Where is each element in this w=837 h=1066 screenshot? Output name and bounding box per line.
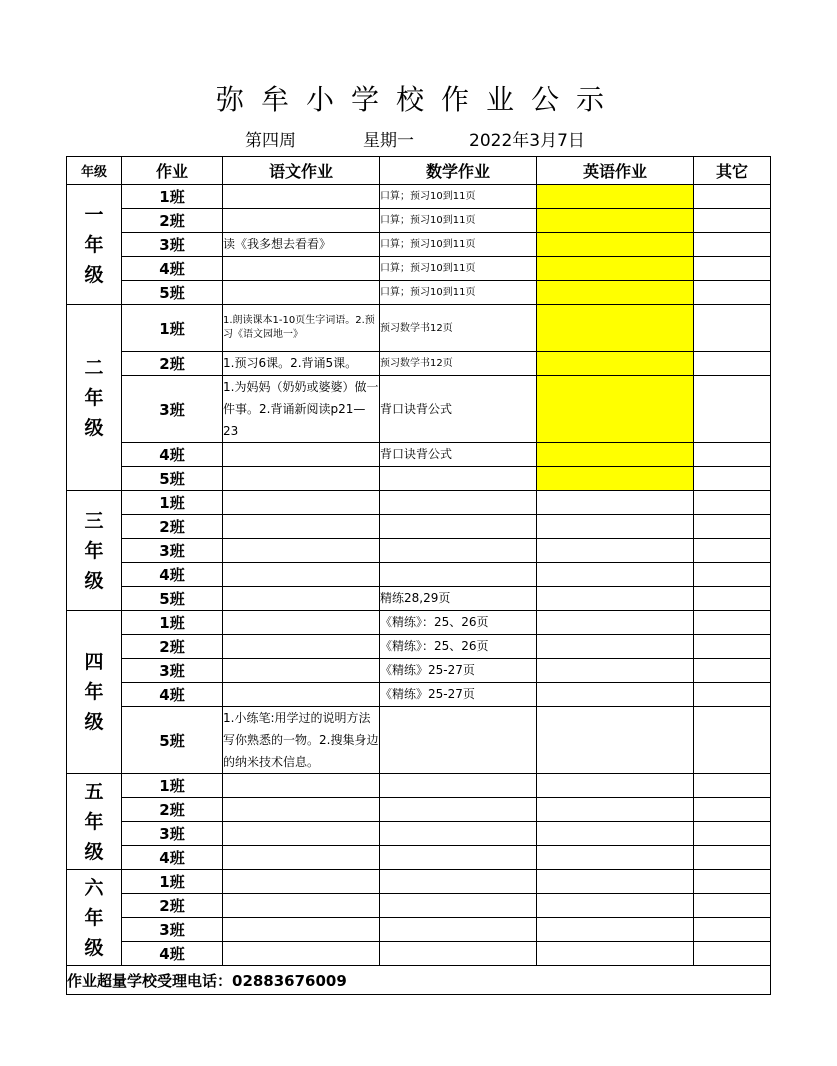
homework-table [66, 156, 771, 995]
header-grade: 年级 [67, 157, 122, 185]
table-row [67, 587, 771, 611]
table-row [67, 774, 771, 798]
english-cell [537, 707, 694, 774]
grade-label: 三 年 级 [67, 491, 122, 611]
header-english: 英语作业 [537, 157, 694, 185]
english-cell [537, 635, 694, 659]
header-math: 数学作业 [380, 157, 537, 185]
math-cell [380, 918, 537, 942]
chinese-cell: 读《我多想去看看》 [223, 233, 380, 257]
class-cell: 3班 [122, 233, 223, 257]
class-cell: 3班 [122, 539, 223, 563]
english-cell [537, 376, 694, 443]
other-cell [694, 707, 771, 774]
grade-label: 二 年 级 [67, 305, 122, 491]
chinese-cell [223, 918, 380, 942]
math-cell [380, 467, 537, 491]
english-cell [537, 491, 694, 515]
class-cell: 2班 [122, 209, 223, 233]
chinese-cell [223, 443, 380, 467]
chinese-cell [223, 798, 380, 822]
english-cell [537, 185, 694, 209]
class-cell: 1班 [122, 491, 223, 515]
other-cell [694, 281, 771, 305]
table-row [67, 870, 771, 894]
grade-label: 六 年 级 [67, 870, 122, 966]
table-row [67, 798, 771, 822]
other-cell [694, 539, 771, 563]
class-cell: 4班 [122, 257, 223, 281]
table-row [67, 233, 771, 257]
class-cell: 2班 [122, 635, 223, 659]
english-cell [537, 846, 694, 870]
other-cell [694, 611, 771, 635]
english-cell [537, 515, 694, 539]
chinese-cell [223, 846, 380, 870]
chinese-cell [223, 209, 380, 233]
class-cell: 1班 [122, 611, 223, 635]
header-other: 其它 [694, 157, 771, 185]
chinese-cell [223, 635, 380, 659]
math-cell [380, 822, 537, 846]
table-row [67, 659, 771, 683]
other-cell [694, 467, 771, 491]
english-cell [537, 798, 694, 822]
table-row [67, 822, 771, 846]
chinese-cell [223, 659, 380, 683]
date-label: 2022年3月7日 [469, 131, 585, 151]
table-row [67, 563, 771, 587]
chinese-cell [223, 185, 380, 209]
grade-label: 四 年 级 [67, 611, 122, 774]
class-cell: 2班 [122, 798, 223, 822]
math-cell: 预习数学书12页 [380, 305, 537, 352]
math-cell: 《精练》：25、26页 [380, 611, 537, 635]
other-cell [694, 659, 771, 683]
english-cell [537, 659, 694, 683]
english-cell [537, 209, 694, 233]
math-cell [380, 894, 537, 918]
class-cell: 5班 [122, 587, 223, 611]
chinese-cell [223, 822, 380, 846]
class-cell: 4班 [122, 443, 223, 467]
class-cell: 2班 [122, 894, 223, 918]
math-cell: 《精练》：25、26页 [380, 635, 537, 659]
header-row [67, 157, 771, 185]
english-cell [537, 352, 694, 376]
english-cell [537, 467, 694, 491]
other-cell [694, 209, 771, 233]
class-cell: 5班 [122, 467, 223, 491]
english-cell [537, 443, 694, 467]
table-row [67, 539, 771, 563]
chinese-cell [223, 563, 380, 587]
math-cell: 精练28,29页 [380, 587, 537, 611]
other-cell [694, 942, 771, 966]
table-row [67, 894, 771, 918]
chinese-cell [223, 683, 380, 707]
math-cell: 口算；预习10到11页 [380, 185, 537, 209]
grade-label: 五 年 级 [67, 774, 122, 870]
english-cell [537, 233, 694, 257]
chinese-cell: 1.朗读课本1-10页生字词语。2.预习《语文园地一》 [223, 305, 380, 352]
other-cell [694, 774, 771, 798]
class-cell: 2班 [122, 352, 223, 376]
table-row [67, 515, 771, 539]
math-cell: 《精练》25-27页 [380, 683, 537, 707]
class-cell: 3班 [122, 659, 223, 683]
other-cell [694, 683, 771, 707]
other-cell [694, 563, 771, 587]
other-cell [694, 257, 771, 281]
table-row [67, 281, 771, 305]
chinese-cell [223, 611, 380, 635]
class-cell: 4班 [122, 942, 223, 966]
chinese-cell [223, 587, 380, 611]
math-cell: 预习数学书12页 [380, 352, 537, 376]
other-cell [694, 233, 771, 257]
math-cell [380, 563, 537, 587]
english-cell [537, 918, 694, 942]
math-cell [380, 707, 537, 774]
chinese-cell [223, 467, 380, 491]
other-cell [694, 587, 771, 611]
class-cell: 3班 [122, 918, 223, 942]
english-cell [537, 774, 694, 798]
table-row [67, 185, 771, 209]
class-cell: 5班 [122, 281, 223, 305]
english-cell [537, 942, 694, 966]
english-cell [537, 870, 694, 894]
grade-label: 一 年 级 [67, 185, 122, 305]
header-class: 作业 [122, 157, 223, 185]
other-cell [694, 635, 771, 659]
math-cell [380, 846, 537, 870]
class-cell: 4班 [122, 563, 223, 587]
math-cell [380, 515, 537, 539]
other-cell [694, 870, 771, 894]
class-cell: 4班 [122, 683, 223, 707]
english-cell [537, 611, 694, 635]
english-cell [537, 257, 694, 281]
math-cell [380, 870, 537, 894]
other-cell [694, 443, 771, 467]
other-cell [694, 894, 771, 918]
table-row [67, 942, 771, 966]
chinese-cell [223, 491, 380, 515]
table-row [67, 846, 771, 870]
english-cell [537, 539, 694, 563]
english-cell [537, 305, 694, 352]
english-cell [537, 683, 694, 707]
chinese-cell: 1.预习6课。2.背诵5课。 [223, 352, 380, 376]
math-cell [380, 774, 537, 798]
class-cell: 3班 [122, 822, 223, 846]
math-cell: 口算；预习10到11页 [380, 209, 537, 233]
table-row [67, 376, 771, 443]
complaint-hotline: 作业超量学校受理电话：02883676009 [67, 966, 771, 995]
other-cell [694, 846, 771, 870]
other-cell [694, 305, 771, 352]
chinese-cell [223, 257, 380, 281]
math-cell: 口算；预习10到11页 [380, 257, 537, 281]
table-row [67, 257, 771, 281]
english-cell [537, 894, 694, 918]
class-cell: 1班 [122, 305, 223, 352]
table-row [67, 209, 771, 233]
other-cell [694, 822, 771, 846]
chinese-cell [223, 515, 380, 539]
other-cell [694, 376, 771, 443]
english-cell [537, 587, 694, 611]
english-cell [537, 281, 694, 305]
chinese-cell [223, 539, 380, 563]
math-cell [380, 491, 537, 515]
table-row [67, 491, 771, 515]
other-cell [694, 918, 771, 942]
footer-row [67, 966, 771, 995]
table-row [67, 467, 771, 491]
class-cell: 4班 [122, 846, 223, 870]
chinese-cell [223, 870, 380, 894]
table-row [67, 611, 771, 635]
chinese-cell: 1.为妈妈（奶奶或婆婆）做一件事。2.背诵新阅读p21—23 [223, 376, 380, 443]
math-cell: 口算；预习10到11页 [380, 281, 537, 305]
header-chinese: 语文作业 [223, 157, 380, 185]
math-cell: 背口诀背公式 [380, 443, 537, 467]
other-cell [694, 798, 771, 822]
table-row [67, 707, 771, 774]
math-cell: 口算；预习10到11页 [380, 233, 537, 257]
chinese-cell [223, 942, 380, 966]
english-cell [537, 563, 694, 587]
class-cell: 2班 [122, 515, 223, 539]
other-cell [694, 515, 771, 539]
class-cell: 1班 [122, 870, 223, 894]
page-title: 弥牟小学校作业公示 [215, 83, 621, 116]
english-cell [537, 822, 694, 846]
math-cell: 背口诀背公式 [380, 376, 537, 443]
table-row [67, 635, 771, 659]
table-row [67, 352, 771, 376]
math-cell [380, 798, 537, 822]
math-cell: 《精练》25-27页 [380, 659, 537, 683]
class-cell: 1班 [122, 774, 223, 798]
chinese-cell [223, 894, 380, 918]
class-cell: 3班 [122, 376, 223, 443]
table-row [67, 443, 771, 467]
chinese-cell [223, 281, 380, 305]
table-row [67, 918, 771, 942]
chinese-cell: 1.小练笔:用学过的说明方法写你熟悉的一物。2.搜集身边的纳米技术信息。 [223, 707, 380, 774]
table-row [67, 683, 771, 707]
other-cell [694, 185, 771, 209]
chinese-cell [223, 774, 380, 798]
class-cell: 5班 [122, 707, 223, 774]
class-cell: 1班 [122, 185, 223, 209]
math-cell [380, 942, 537, 966]
table-row [67, 305, 771, 352]
week-label: 第四周 [245, 131, 296, 151]
weekday-label: 星期一 [363, 131, 414, 151]
other-cell [694, 352, 771, 376]
math-cell [380, 539, 537, 563]
other-cell [694, 491, 771, 515]
